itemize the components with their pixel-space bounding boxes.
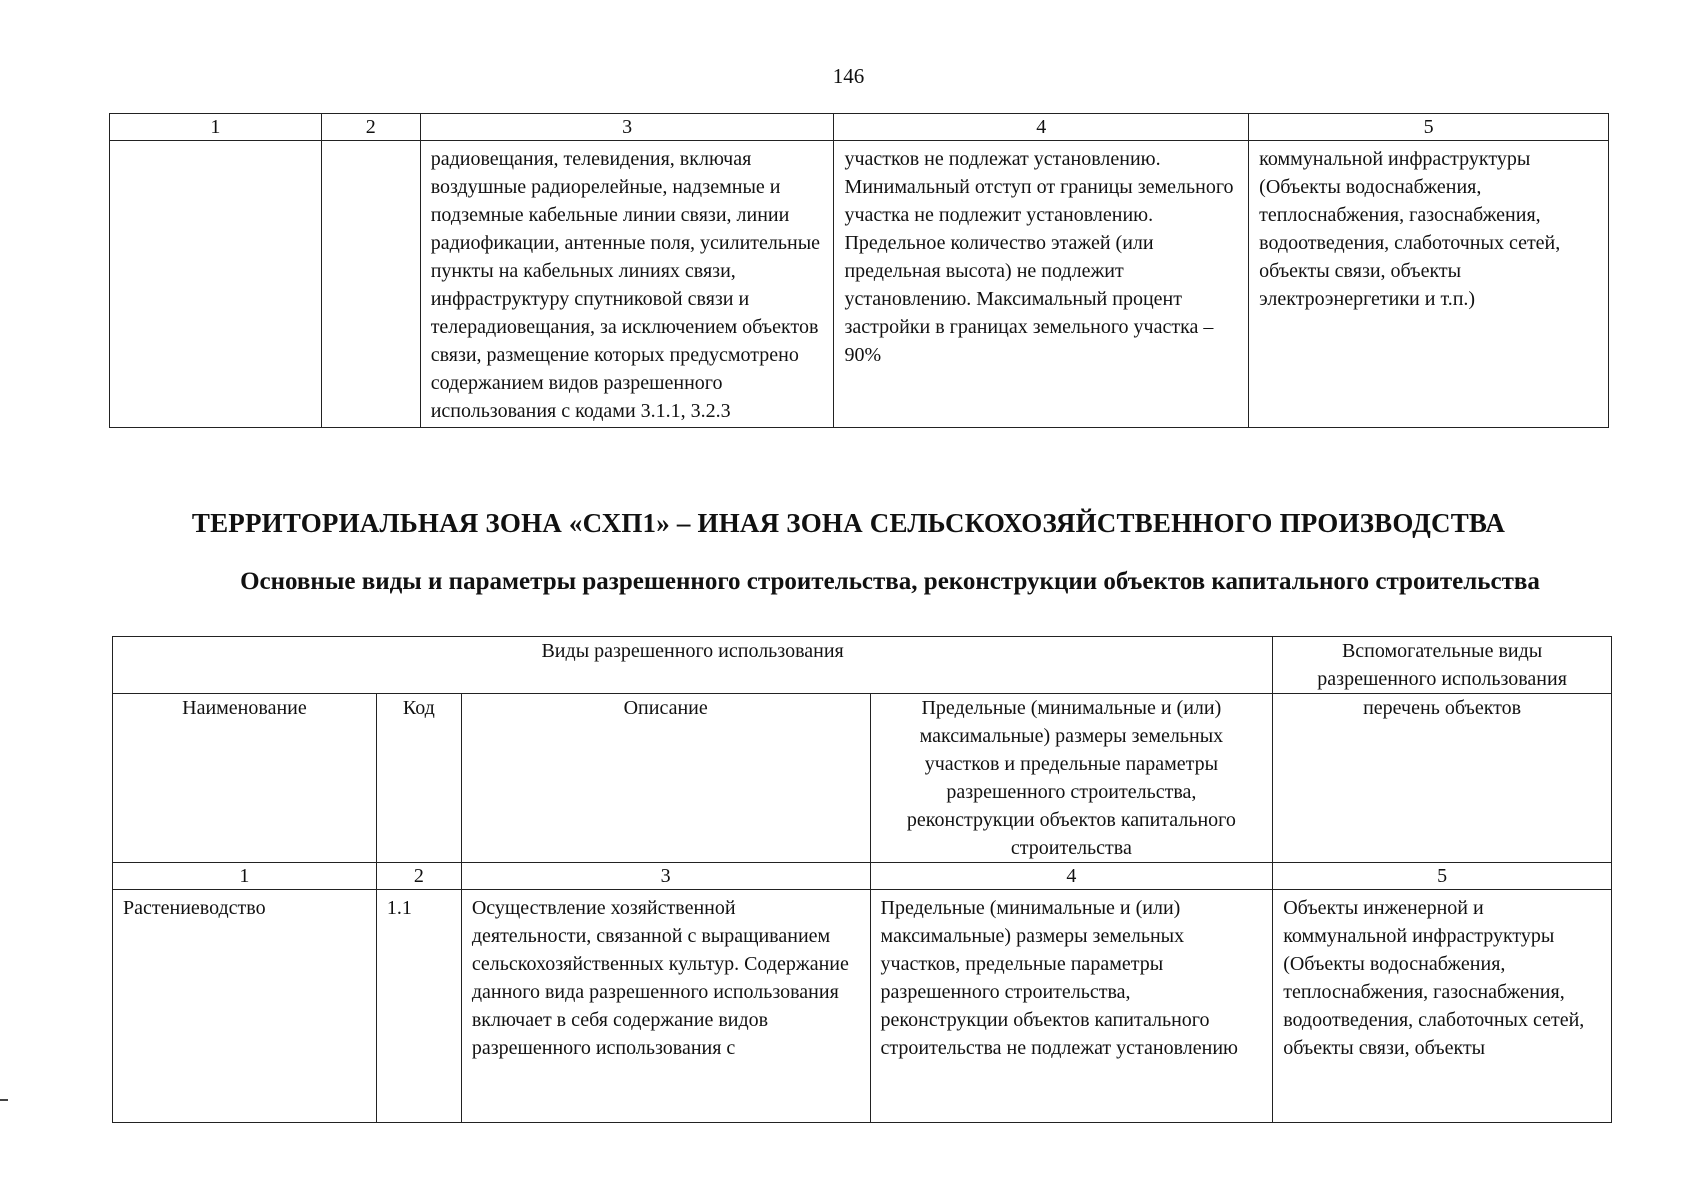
- column-number: 1: [110, 114, 322, 141]
- table-row: [110, 141, 1609, 428]
- column-number: 2: [321, 114, 420, 141]
- cell-name: [110, 141, 322, 428]
- cell-name: Растениеводство: [113, 890, 377, 1123]
- column-number: 4: [870, 863, 1273, 890]
- header-name: Наименование: [113, 694, 377, 863]
- column-number: 1: [113, 863, 377, 890]
- cell-objects: Объекты инженерной и коммунальной инфраструктуры (Объекты водоснабжения, теплоснабжения, газоснабжения, водоотведения, слаботочных сетей, объекты связи, объекты: [1273, 890, 1612, 1123]
- column-number: 4: [834, 114, 1249, 141]
- cell-code: [321, 141, 420, 428]
- cell-description: Осуществление хозяйственной деятельности, связанной с выращиванием сельскохозяйственных культур. Содержание данного вида разрешенного использования включает в себя содержание видов разрешенного использования с: [461, 890, 870, 1123]
- column-header-row: [113, 694, 1612, 863]
- group-header-aux: Вспомогательные виды разрешенного использования: [1273, 637, 1612, 694]
- zone-title: ТЕРРИТОРИАЛЬНАЯ ЗОНА «СХП1» – ИНАЯ ЗОНА СЕЛЬСКОХОЗЯЙСТВЕННОГО ПРОИЗВОДСТВА: [191, 508, 1506, 538]
- cell-code: 1.1: [376, 890, 461, 1123]
- header-limits: Предельные (минимальные и (или) максимальные) размеры земельных участков и предельные параметры разрешенного строительства, реконструкции объектов капитального строительства: [870, 694, 1273, 863]
- group-header-main: Виды разрешенного использования: [113, 637, 1273, 694]
- scan-edge-mark: [0, 1099, 8, 1101]
- section-title: Основные виды и параметры разрешенного строительства, реконструкции объектов капитального строительства: [240, 568, 1540, 595]
- table-row: [113, 890, 1612, 1123]
- page-number: 146: [832, 64, 865, 88]
- cell-limits: Предельные (минимальные и (или) максимальные) размеры земельных участков, предельные параметры разрешенного строительства, реконструкции объектов капитального строительства не подлежат установлению: [870, 890, 1273, 1123]
- group-header-row: [113, 637, 1612, 694]
- permitted-uses-table: [112, 636, 1612, 1123]
- header-description: Описание: [461, 694, 870, 863]
- continuation-table: [109, 113, 1609, 428]
- column-number: 2: [376, 863, 461, 890]
- column-number: 5: [1249, 114, 1609, 141]
- cell-objects: коммунальной инфраструктуры (Объекты водоснабжения, теплоснабжения, газоснабжения, водоотведения, слаботочных сетей, объекты связи, объекты электроэнергетики и т.п.): [1249, 141, 1609, 428]
- cell-limits: участков не подлежат установлению. Минимальный отступ от границы земельного участка не подлежит установлению. Предельное количество этажей (или предельная высота) не подлежит установлению. Максимальный процент застройки в границах земельного участка – 90%: [834, 141, 1249, 428]
- header-objects: перечень объектов: [1273, 694, 1612, 863]
- cell-description: радиовещания, телевидения, включая воздушные радиорелейные, надземные и подземные кабельные линии связи, линии радиофикации, антенные поля, усилительные пункты на кабельных линиях связи, инфраструктуру спутниковой связи и телерадиовещания, за исключением объектов связи, размещение которых предусмотрено содержанием видов разрешенного использования с кодами 3.1.1, 3.2.3: [420, 141, 834, 428]
- column-number: 3: [420, 114, 834, 141]
- column-number: 5: [1273, 863, 1612, 890]
- column-number-row: [110, 114, 1609, 141]
- column-number-row: [113, 863, 1612, 890]
- column-number: 3: [461, 863, 870, 890]
- header-code: Код: [376, 694, 461, 863]
